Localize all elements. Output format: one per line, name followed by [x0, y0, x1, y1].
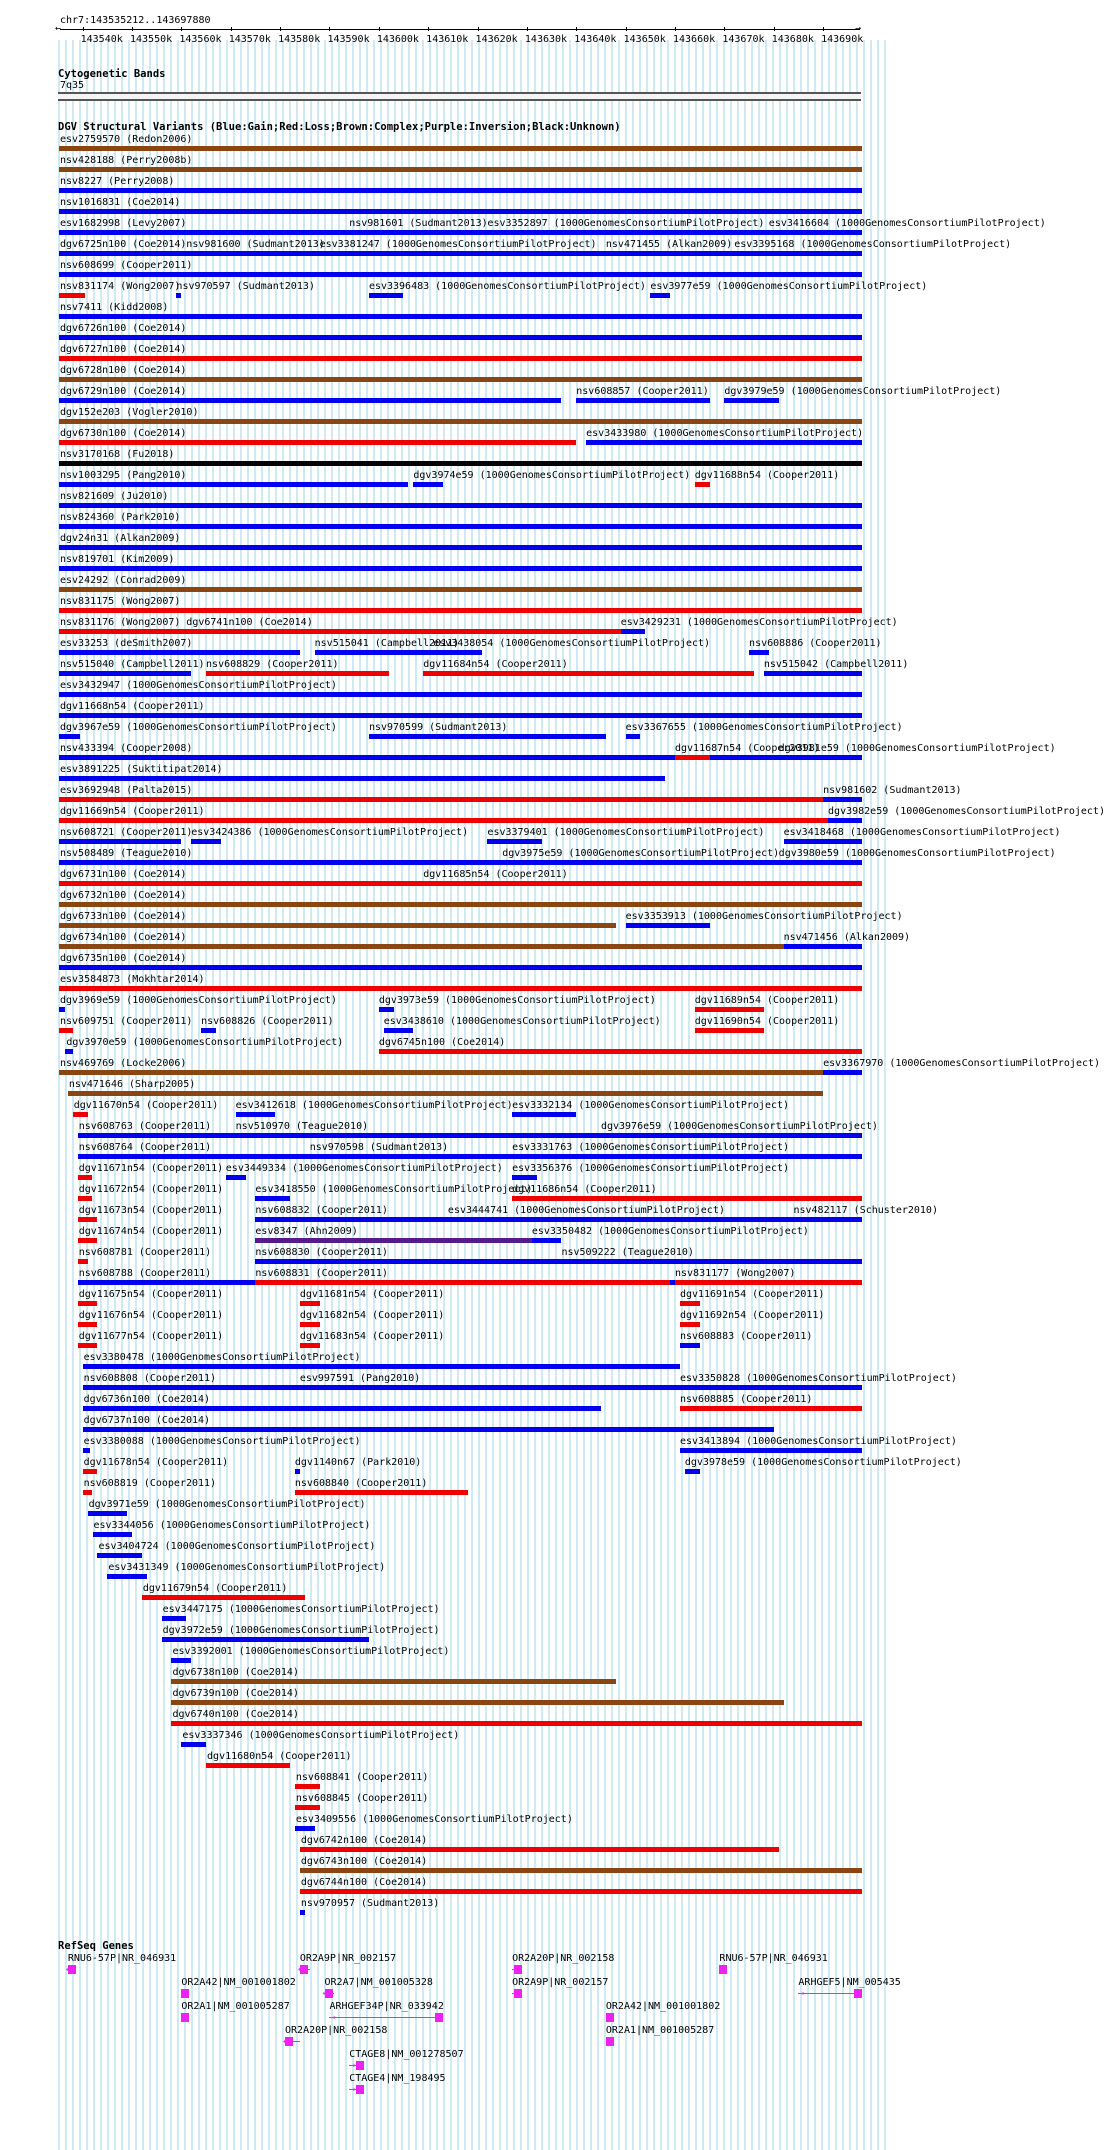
dgv-track-title: DGV Structural Variants (Blue:Gain;Red:Loss;Brown:Complex;Purple:Inversion;Black:Unknown) [58, 121, 621, 133]
variant-label: esv3404724 (1000GenomesConsortiumPilotProject) [98, 1541, 376, 1552]
variant-label: esv3396483 (1000GenomesConsortiumPilotProject) [368, 281, 646, 292]
variant-label: dgv11677n54 (Cooper2011) [78, 1331, 224, 1342]
variant-label: dgv3975e59 (1000GenomesConsortiumPilotProject) [502, 848, 780, 859]
variant-label: nsv433394 (Cooper2008) [60, 743, 193, 754]
variant-label: esv3380088 (1000GenomesConsortiumPilotProject) [83, 1436, 361, 1447]
strand-right-arrow-icon: → [798, 1988, 805, 1999]
gene-label: RNU6-57P|NR_046931 [719, 1953, 828, 1964]
variant-label: esv33253 (deSmith2007) [60, 638, 193, 649]
variant-label: esv24292 (Conrad2009) [60, 575, 187, 586]
variant-label: dgv6731n100 (Coe2014) [60, 869, 187, 880]
variant-label: dgv11691n54 (Cooper2011) [679, 1289, 825, 1300]
ruler-tick-label: 143590k [327, 34, 370, 45]
variant-label: nsv831174 (Wong2007) [60, 281, 181, 292]
strand-right-arrow-icon: → [512, 1964, 519, 1975]
variant-label: nsv608819 (Cooper2011) [83, 1478, 217, 1489]
variant-label: dgv11685n54 (Cooper2011) [423, 869, 568, 880]
variant-label: esv3412618 (1000GenomesConsortiumPilotProject) [235, 1100, 513, 1111]
variant-label: dgv6725n100 (Coe2014) [60, 239, 187, 250]
variant-label: esv3331763 (1000GenomesConsortiumPilotProject) [512, 1142, 790, 1153]
ruler-tick-label: 143570k [228, 34, 271, 45]
variant-label: esv3449334 (1000GenomesConsortiumPilotProject) [225, 1163, 503, 1174]
variant-label: dgv6742n100 (Coe2014) [300, 1835, 428, 1846]
variant-label: dgv6745n100 (Coe2014) [378, 1037, 506, 1048]
variant-label: esv3356376 (1000GenomesConsortiumPilotProject) [512, 1163, 790, 1174]
variant-label: esv3352897 (1000GenomesConsortiumPilotProject) [487, 218, 765, 229]
ruler-tick-label: 143650k [623, 34, 666, 45]
gene-label: OR2A42|NM_001001802 [605, 2001, 721, 2012]
variant-label: nsv515040 (Campbell2011) [60, 659, 205, 670]
variant-label: dgv6738n100 (Coe2014) [172, 1667, 299, 1678]
variant-label: nsv970957 (Sudmant2013) [300, 1898, 440, 1909]
variant-label: dgv3981e59 (1000GenomesConsortiumPilotProject) [778, 743, 1056, 754]
variant-label: dgv6737n100 (Coe2014) [83, 1415, 211, 1426]
variant-label: dgv6735n100 (Coe2014) [60, 953, 187, 964]
variant-label: nsv608841 (Cooper2011) [295, 1772, 429, 1783]
variant-label: dgv6734n100 (Coe2014) [60, 932, 187, 943]
variant-label: dgv11692n54 (Cooper2011) [679, 1310, 825, 1321]
variant-label: nsv471646 (Sharp2005) [68, 1079, 196, 1090]
variant-label: dgv6741n100 (Coe2014) [186, 617, 313, 628]
gene-line[interactable] [329, 2017, 443, 2018]
gene-label: OR2A9P|NR_002157 [512, 1977, 609, 1988]
gene-label: OR2A7|NM_001005328 [324, 1977, 433, 1988]
variant-label: nsv510970 (Teague2010) [235, 1121, 369, 1132]
variant-label: esv3432947 (1000GenomesConsortiumPilotProject) [60, 680, 337, 691]
variant-label: dgv3967e59 (1000GenomesConsortiumPilotProject) [60, 722, 337, 733]
variant-label: dgv11668n54 (Cooper2011) [60, 701, 205, 712]
variant-label: esv3367655 (1000GenomesConsortiumPilotProject) [625, 722, 903, 733]
gene-exon[interactable] [356, 2085, 364, 2094]
variant-label: dgv6726n100 (Coe2014) [60, 323, 187, 334]
variant-label: esv997591 (Pang2010) [299, 1373, 421, 1384]
variant-label: dgv6732n100 (Coe2014) [60, 890, 187, 901]
variant-label: dgv3973e59 (1000GenomesConsortiumPilotProject) [378, 995, 656, 1006]
variant-label: esv3353913 (1000GenomesConsortiumPilotProject) [625, 911, 903, 922]
variant-label: dgv6740n100 (Coe2014) [172, 1709, 299, 1720]
variant-label: esv3424386 (1000GenomesConsortiumPilotProject) [191, 827, 469, 838]
variant-label: dgv11678n54 (Cooper2011) [83, 1457, 229, 1468]
variant-label: nsv970598 (Sudmant2013) [309, 1142, 449, 1153]
variant-label: dgv11684n54 (Cooper2011) [423, 659, 568, 670]
variant-label: dgv3978e59 (1000GenomesConsortiumPilotProject) [684, 1457, 962, 1468]
variant-label: dgv11679n54 (Cooper2011) [142, 1583, 288, 1594]
ruler-tick-label: 143690k [821, 34, 864, 45]
gene-label: OR2A1|NM_001005287 [605, 2025, 715, 2036]
ruler-tick-label: 143680k [771, 34, 814, 45]
variant-label: dgv11682n54 (Cooper2011) [299, 1310, 445, 1321]
ruler-tick-label: 143630k [524, 34, 568, 45]
variant-label: esv3379401 (1000GenomesConsortiumPilotProject) [487, 827, 765, 838]
variant-label: dgv3972e59 (1000GenomesConsortiumPilotProject) [162, 1625, 440, 1636]
variant-label: nsv608721 (Cooper2011) [60, 827, 193, 838]
ruler-left-arrow-icon: ← [55, 23, 62, 34]
variant-label: nsv831177 (Wong2007) [675, 1268, 796, 1279]
variant-label: dgv3982e59 (1000GenomesConsortiumPilotProject) [828, 806, 1105, 817]
variant-label: dgv6727n100 (Coe2014) [60, 344, 187, 355]
variant-label: nsv981602 (Sudmant2013) [823, 785, 962, 796]
variant-label: nsv608832 (Cooper2011) [255, 1205, 388, 1216]
gene-exon[interactable] [356, 2061, 364, 2070]
strand-right-arrow-icon: → [329, 2012, 336, 2023]
variant-label: dgv6729n100 (Coe2014) [60, 386, 187, 397]
gene-label: OR2A9P|NR_002157 [299, 1953, 397, 1964]
variant-label: dgv11683n54 (Cooper2011) [299, 1331, 445, 1342]
variant-label: nsv970597 (Sudmant2013) [176, 281, 315, 292]
gene-label: OR2A20P|NR_002158 [285, 2025, 388, 2036]
variant-label: esv3416604 (1000GenomesConsortiumPilotProject) [768, 218, 1046, 229]
variant-label: nsv608829 (Cooper2011) [206, 659, 339, 670]
gene-exon[interactable] [854, 1989, 862, 1998]
variant-label: dgv152e203 (Vogler2010) [60, 407, 199, 418]
variant-label: nsv608883 (Cooper2011) [679, 1331, 813, 1342]
variant-label: dgv11688n54 (Cooper2011) [694, 470, 840, 481]
strand-right-arrow-icon: → [512, 1988, 519, 1999]
variant-label: dgv6730n100 (Coe2014) [60, 428, 187, 439]
variant-label: esv3431349 (1000GenomesConsortiumPilotProject) [108, 1562, 386, 1573]
variant-label: nsv831176 (Wong2007) [60, 617, 181, 628]
variant-label: nsv3170168 (Fu2018) [60, 449, 175, 460]
variant-label: dgv6743n100 (Coe2014) [300, 1856, 428, 1867]
variant-label: dgv11680n54 (Cooper2011) [207, 1751, 352, 1762]
variant-label: dgv11675n54 (Cooper2011) [78, 1289, 224, 1300]
variant-label: nsv608845 (Cooper2011) [295, 1793, 429, 1804]
variant-label: nsv970599 (Sudmant2013) [368, 722, 508, 733]
variant-label: nsv608840 (Cooper2011) [294, 1478, 428, 1489]
variant-label: esv3418468 (1000GenomesConsortiumPilotProject) [783, 827, 1061, 838]
variant-label: esv3418550 (1000GenomesConsortiumPilotProject) [255, 1184, 533, 1195]
variant-label: nsv608699 (Cooper2011) [60, 260, 193, 271]
variant-label: dgv1140n67 (Park2010) [294, 1457, 422, 1468]
strand-left-arrow-icon: ← [297, 1964, 304, 1975]
strand-right-arrow-icon: → [181, 2012, 188, 2023]
variant-label: esv3332134 (1000GenomesConsortiumPilotProject) [512, 1100, 790, 1111]
variant-label: nsv821609 (Ju2010) [60, 491, 169, 502]
variant-label: dgv11671n54 (Cooper2011) [78, 1163, 224, 1174]
variant-label: dgv6728n100 (Coe2014) [60, 365, 187, 376]
variant-label: nsv608830 (Cooper2011) [255, 1247, 388, 1258]
variant-label: esv3429231 (1000GenomesConsortiumPilotProject) [620, 617, 898, 628]
strand-right-arrow-icon: → [181, 1988, 188, 1999]
variant-label: esv3381247 (1000GenomesConsortiumPilotProject) [319, 239, 597, 250]
variant-label: nsv608831 (Cooper2011) [255, 1268, 388, 1279]
variant-label: dgv6736n100 (Coe2014) [83, 1394, 211, 1405]
variant-label: nsv608764 (Cooper2011) [78, 1142, 212, 1153]
gene-label: OR2A20P|NR_002158 [512, 1953, 615, 1964]
variant-label: dgv11687n54 (Cooper2011) [675, 743, 820, 754]
variant-label: esv1682998 (Levy2007) [60, 218, 187, 229]
ruler-tick-label: 143540k [80, 34, 123, 45]
variant-label: dgv11674n54 (Cooper2011) [78, 1226, 224, 1237]
variant-label: esv3447175 (1000GenomesConsortiumPilotProject) [162, 1604, 440, 1615]
variant-label: esv3433980 (1000GenomesConsortiumPilotProject) [586, 428, 864, 439]
variant-label: nsv608886 (Cooper2011) [749, 638, 882, 649]
variant-label: dgv11689n54 (Cooper2011) [694, 995, 840, 1006]
variant-label: dgv3979e59 (1000GenomesConsortiumPilotProject) [724, 386, 1002, 397]
ruler-tick-label: 143600k [376, 34, 419, 45]
ruler-right-arrow-icon: → [855, 23, 862, 34]
variant-label: esv3444741 (1000GenomesConsortiumPilotProject) [447, 1205, 725, 1216]
variant-label: nsv471456 (Alkan2009) [783, 932, 911, 943]
gene-line[interactable] [798, 1993, 862, 1994]
variant-label: esv3692948 (Palta2015) [60, 785, 193, 796]
ruler-tick-label: 143620k [475, 34, 518, 45]
variant-label: nsv609751 (Cooper2011) [60, 1016, 193, 1027]
variant-label: nsv824360 (Park2010) [60, 512, 181, 523]
variant-label: esv3977e59 (1000GenomesConsortiumPilotProject) [650, 281, 928, 292]
ruler-tick-label: 143580k [278, 34, 321, 45]
variant-label: dgv11670n54 (Cooper2011) [73, 1100, 219, 1111]
gene-label: CTAGE8|NM_001278507 [349, 2049, 464, 2060]
variant-label: esv3367970 (1000GenomesConsortiumPilotProject) [823, 1058, 1101, 1069]
variant-label: dgv3980e59 (1000GenomesConsortiumPilotProject) [778, 848, 1056, 859]
variant-label: esv3438610 (1000GenomesConsortiumPilotProject) [383, 1016, 661, 1027]
variant-label: dgv11690n54 (Cooper2011) [694, 1016, 840, 1027]
region-label: chr7:143535212..143697880 [60, 15, 211, 26]
variant-label: esv8347 (Ahn2009) [255, 1226, 358, 1237]
variant-label: esv3395168 (1000GenomesConsortiumPilotProject) [734, 239, 1012, 250]
variant-label: nsv482117 (Schuster2010) [793, 1205, 938, 1216]
variant-label: dgv6739n100 (Coe2014) [172, 1688, 299, 1699]
variant-label: nsv981600 (Sudmant2013) [186, 239, 325, 250]
ruler-tick-label: 143670k [722, 34, 765, 45]
variant-label: esv3392001 (1000GenomesConsortiumPilotProject) [172, 1646, 450, 1657]
variant-label: nsv509222 (Teague2010) [561, 1247, 694, 1258]
strand-right-arrow-icon: → [605, 2012, 612, 2023]
gene-label: ARHGEF34P|NR_033942 [329, 2001, 444, 2012]
variant-label: nsv428188 (Perry2008b) [60, 155, 193, 166]
strand-right-arrow-icon: → [605, 2036, 612, 2047]
variant-label: dgv24n31 (Alkan2009) [60, 533, 181, 544]
ruler-tick-label: 143560k [179, 34, 222, 45]
variant-label: esv3413894 (1000GenomesConsortiumPilotProject) [679, 1436, 957, 1447]
gene-label: OR2A1|NM_001005287 [181, 2001, 290, 2012]
variant-label: esv3409556 (1000GenomesConsortiumPilotProject) [295, 1814, 573, 1825]
variant-label: dgv11686n54 (Cooper2011) [512, 1184, 657, 1195]
variant-label: nsv471455 (Alkan2009) [605, 239, 733, 250]
variant-label: esv3584873 (Mokhtar2014) [60, 974, 205, 985]
variant-label: nsv8227 (Perry2008) [60, 176, 175, 187]
variant-label: esv3350828 (1000GenomesConsortiumPilotProject) [679, 1373, 957, 1384]
strand-right-arrow-icon: → [349, 2060, 356, 2071]
variant-label: esv3380478 (1000GenomesConsortiumPilotProject) [83, 1352, 361, 1363]
variant-label: esv3891225 (Suktitipat2014) [60, 764, 223, 775]
variant-label: dgv11669n54 (Cooper2011) [60, 806, 205, 817]
ruler-tick-label: 143610k [426, 34, 469, 45]
variant-label: nsv981601 (Sudmant2013) [349, 218, 488, 229]
variant-label: nsv469769 (Locke2006) [60, 1058, 187, 1069]
gene-label: CTAGE4|NM_198495 [349, 2073, 446, 2084]
variant-label: esv3438054 (1000GenomesConsortiumPilotProject) [433, 638, 711, 649]
variant-label: dgv11681n54 (Cooper2011) [299, 1289, 445, 1300]
variant-label: dgv6744n100 (Coe2014) [300, 1877, 428, 1888]
variant-label: nsv515041 (Campbell2011) [314, 638, 460, 649]
gene-label: ARHGEF5|NM_005435 [798, 1977, 901, 1988]
variant-label: dgv6733n100 (Coe2014) [60, 911, 187, 922]
variant-label: esv3337346 (1000GenomesConsortiumPilotProject) [182, 1730, 460, 1741]
variant-label: nsv819701 (Kim2009) [60, 554, 175, 565]
strand-right-arrow-icon: → [719, 1964, 726, 1975]
variant-label: nsv608857 (Cooper2011) [576, 386, 709, 397]
variant-label: dgv3976e59 (1000GenomesConsortiumPilotProject) [600, 1121, 878, 1132]
variant-label: nsv831175 (Wong2007) [60, 596, 181, 607]
variant-label: nsv515042 (Campbell2011) [763, 659, 909, 670]
variant-label: dgv11673n54 (Cooper2011) [78, 1205, 224, 1216]
variant-label: dgv3971e59 (1000GenomesConsortiumPilotProject) [88, 1499, 366, 1510]
strand-left-arrow-icon: ← [65, 1964, 72, 1975]
variant-label: nsv508489 (Teague2010) [60, 848, 193, 859]
variant-label: nsv1016831 (Coe2014) [60, 197, 181, 208]
variant-label: nsv608808 (Cooper2011) [83, 1373, 217, 1384]
variant-label: nsv608763 (Cooper2011) [78, 1121, 212, 1132]
cyto-band-label: 7q35 [60, 80, 85, 91]
gene-label: OR2A42|NM_001001802 [181, 1977, 296, 1988]
variant-label: esv3350482 (1000GenomesConsortiumPilotProject) [531, 1226, 809, 1237]
variant-label: esv3344056 (1000GenomesConsortiumPilotProject) [93, 1520, 371, 1531]
strand-right-arrow-icon: → [349, 2084, 356, 2095]
variant-label: dgv3974e59 (1000GenomesConsortiumPilotProject) [413, 470, 691, 481]
variant-label: nsv608885 (Cooper2011) [679, 1394, 813, 1405]
strand-left-arrow-icon: ← [283, 2036, 290, 2047]
variant-label: esv2759570 (Redon2006) [60, 134, 193, 145]
variant-label: dgv3969e59 (1000GenomesConsortiumPilotProject) [60, 995, 337, 1006]
variant-label: dgv11672n54 (Cooper2011) [78, 1184, 224, 1195]
ruler-tick-label: 143550k [130, 34, 173, 45]
variant-label: dgv11676n54 (Cooper2011) [78, 1310, 224, 1321]
variant-label: nsv608826 (Cooper2011) [201, 1016, 334, 1027]
strand-left-arrow-icon: ← [322, 1988, 329, 1999]
cyto-title: Cytogenetic Bands [58, 68, 166, 80]
variant-label: nsv608788 (Cooper2011) [78, 1268, 212, 1279]
ruler-tick-label: 143660k [673, 34, 716, 45]
ruler-tick-label: 143640k [574, 34, 617, 45]
variant-label: nsv608781 (Cooper2011) [78, 1247, 212, 1258]
variant-label: nsv1003295 (Pang2010) [60, 470, 187, 481]
variant-label: dgv3970e59 (1000GenomesConsortiumPilotProject) [66, 1037, 344, 1048]
refseq-track-title: RefSeq Genes [58, 1940, 134, 1952]
gene-exon[interactable] [435, 2013, 443, 2022]
gene-label: RNU6-57P|NR_046931 [67, 1953, 177, 1964]
variant-label: nsv7411 (Kidd2008) [60, 302, 169, 313]
